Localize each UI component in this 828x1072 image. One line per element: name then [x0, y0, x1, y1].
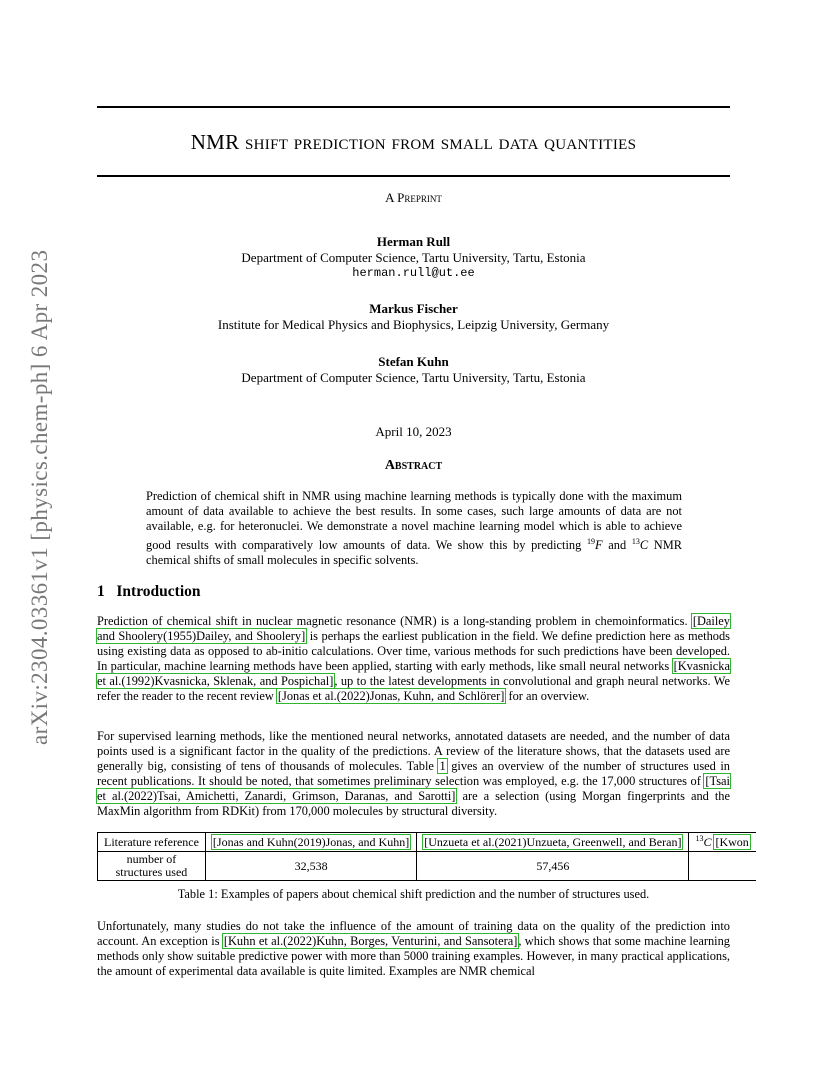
table-cell: 57,456 [417, 852, 689, 881]
paragraph-text: For supervised learning methods, like the mentioned neural networks, annotated datasets are needed, and the number of data points used is a significant factor in the quality of the predictions. A review of the literature shows, that the datasets used are generally big, consisting of tens of thousands of molecules. Table [97, 729, 730, 773]
paragraph-text: Prediction of chemical shift in nuclear magnetic resonance (NMR) is a long-standing problem in chemoinformatics. [97, 614, 688, 628]
paragraph-text: Unfortunately, many studies do not take the influence of the amount of training data on the quality of the prediction into account. An exception is [97, 919, 730, 948]
author-block-1 [97, 234, 730, 280]
citation-link[interactable]: [Kwon [715, 835, 749, 849]
author-affiliation: Department of Computer Science, Tartu University, Tartu, Estonia [241, 250, 586, 265]
table-caption: Table 1: Examples of papers about chemical shift prediction and the number of structures used. [177, 887, 650, 901]
citation-link[interactable]: [Kuhn et al.(2022)Kuhn, Borges, Venturini, and Sansotera] [223, 934, 518, 948]
title-bottom-rule [97, 175, 730, 177]
paper-date: April 10, 2023 [375, 424, 452, 439]
title-top-rule [97, 106, 730, 108]
author-name: Markus Fischer [369, 301, 458, 316]
title-acronym: NMR [190, 130, 240, 154]
table-cell [689, 852, 756, 881]
author-block-2 [97, 301, 730, 333]
author-email[interactable]: herman.rull@ut.ee [352, 266, 475, 280]
intro-paragraph-3 [97, 919, 730, 979]
section-number: 1 [97, 583, 105, 600]
superscript: 19 [587, 537, 595, 546]
paragraph-text: , which shows that some machine learning methods only show suitable predictive power with more than 5000 training examples. However, in many practical applications, the amount of experimental data available is quite limited. Examples are NMR chemical [97, 934, 730, 978]
literature-table [97, 832, 756, 881]
abstract-text [146, 489, 682, 568]
title-rest: shift prediction from small data quantities [245, 130, 637, 154]
paragraph-text: are a selection (using Morgan fingerprints and the MaxMin algorithm from RDKit) from 170,000 molecules by structural diversity. [97, 789, 730, 818]
citation-link[interactable]: [Tsai et al.(2022)Tsai, Amichetti, Zanardi, Grimson, Daranas, and Sarotti] [97, 774, 730, 803]
citation-link[interactable]: [Unzueta et al.(2021)Unzueta, Greenwell, and Beran] [424, 834, 682, 849]
intro-paragraph-2 [97, 729, 730, 819]
paper-title [97, 130, 730, 155]
table-row-label: Literature reference [98, 833, 206, 852]
paragraph-text: is perhaps the earliest publication in the field. We define prediction here as methods using existing data as opposed to ab-initio calculations. Over time, various methods for such predictions have been developed. In particular, machine learning methods have been applied, starting with early methods, like small neural networks [97, 629, 730, 673]
math-symbol: C [703, 835, 712, 849]
table-row [98, 852, 756, 881]
author-name: Stefan Kuhn [378, 354, 449, 369]
author-name: Herman Rull [376, 234, 451, 249]
abstract-heading: Abstract [384, 458, 443, 473]
preprint-label: A Preprint [385, 190, 442, 205]
math-symbol: F [595, 538, 603, 553]
table-row-label [98, 852, 206, 881]
table-1-wrapper [97, 832, 828, 881]
table-row [98, 833, 756, 852]
arxiv-sidebar-id: arXiv:2304.03361v1 [physics.chem-ph] 6 Apr 2023 [27, 249, 52, 745]
table-cell [417, 833, 689, 852]
paragraph-text: gives an overview of the number of structures used in recent publications. It should be noted, that sometimes preliminary selection was employed, e.g. the 17,000 structures of [97, 759, 730, 788]
author-affiliation: Department of Computer Science, Tartu University, Tartu, Estonia [241, 370, 586, 385]
abstract-text-part: NMR chemical shifts of small molecules in specific solvents. [146, 538, 682, 568]
paragraph-text: , up to the latest developments in convolutional and graph neural networks. We refer the reader to the recent review [97, 674, 730, 703]
author-affiliation: Institute for Medical Physics and Biophysics, Leipzig University, Germany [217, 317, 610, 332]
abstract-text-part: Prediction of chemical shift in NMR using machine learning methods is typically done with the maximum amount of data available to achieve the best results. In some cases, such large amounts of data are not available, e.g. for heteronuclei. We demonstrate a novel machine learning model which is able to achieve good results with comparatively low amounts of data. We show this by predicting [146, 489, 682, 553]
section-title: Introduction [116, 583, 201, 600]
superscript: 13 [631, 537, 640, 546]
paragraph-text: for an overview. [508, 689, 590, 703]
author-block-3 [97, 354, 730, 386]
table-cell: 32,538 [205, 852, 416, 881]
table-cell [205, 833, 416, 852]
abstract-text-part: and [608, 538, 627, 553]
superscript: 13 [695, 834, 704, 843]
citation-link[interactable]: [Dailey and Shoolery(1955)Dailey, and Shoolery] [97, 614, 730, 643]
math-symbol: C [639, 538, 649, 553]
section-heading [97, 583, 201, 601]
table-cell [689, 833, 756, 852]
label-line: structures used [115, 865, 188, 879]
citation-link[interactable]: [Jonas and Kuhn(2019)Jonas, and Kuhn] [212, 834, 410, 849]
label-line: number of [126, 852, 177, 866]
intro-paragraph-1 [97, 614, 730, 704]
citation-link[interactable]: [Jonas et al.(2022)Jonas, Kuhn, and Schlörer] [277, 689, 505, 703]
citation-link[interactable]: [Kvasnicka et al.(1992)Kvasnicka, Sklenak, and Pospichal] [97, 659, 730, 688]
table-ref-link[interactable]: 1 [439, 759, 446, 773]
